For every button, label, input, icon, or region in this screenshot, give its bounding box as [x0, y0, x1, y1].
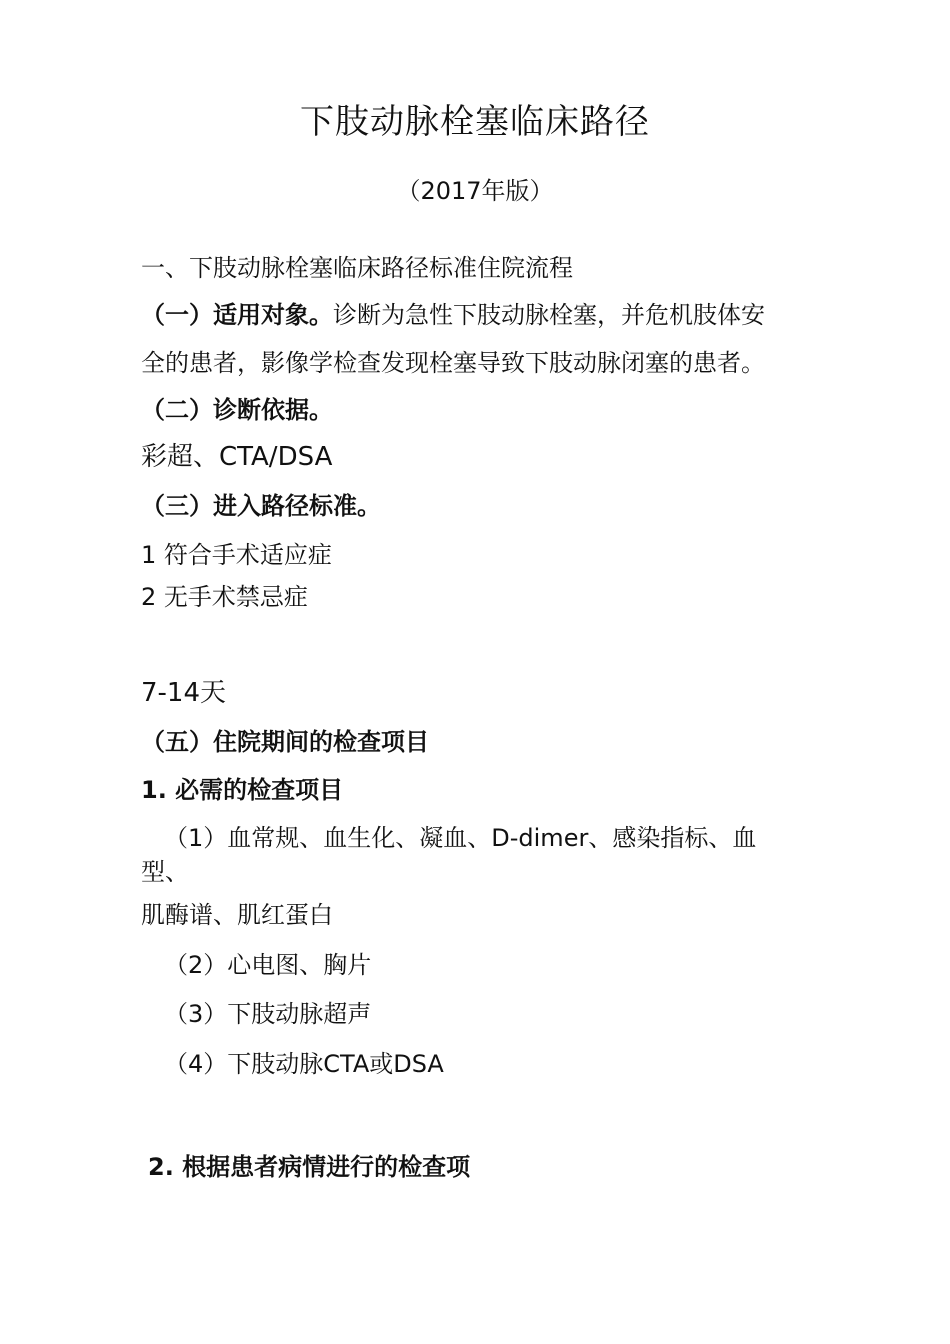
- applicable-objects-paragraph: [141, 299, 765, 331]
- section-one-heading: 一、下肢动脉栓塞临床路径标准住院流程: [141, 254, 573, 282]
- required-exam-item: 肌酶谱、肌红蛋白: [141, 901, 333, 929]
- hospital-stay-days: 7-14天: [141, 678, 227, 708]
- applicable-objects-heading: （一）适用对象。: [141, 301, 333, 329]
- entry-criteria-item: 2 无手术禁忌症: [141, 583, 308, 611]
- document-title: 下肢动脉栓塞临床路径: [300, 102, 650, 142]
- diagnosis-basis-text: 彩超、CTA/DSA: [141, 442, 333, 472]
- required-exam-item: （3）下肢动脉超声: [164, 1000, 372, 1028]
- conditional-exams-heading: 2. 根据患者病情进行的检查项: [148, 1153, 471, 1181]
- document-subtitle: （2017年版）: [396, 177, 554, 205]
- required-exam-item: （2）心电图、胸片: [164, 951, 372, 979]
- required-exam-item: （1）血常规、血生化、凝血、D-dimer、感染指标、血: [164, 824, 757, 852]
- applicable-objects-text: 诊断为急性下肢动脉栓塞，并危机肢体安: [333, 301, 765, 329]
- entry-criteria-item: 1 符合手术适应症: [141, 541, 332, 569]
- entry-criteria-heading: （三）进入路径标准。: [141, 492, 381, 520]
- exam-items-heading: （五）住院期间的检查项目: [141, 728, 429, 756]
- applicable-objects-text-continued: 全的患者，影像学检查发现栓塞导致下肢动脉闭塞的患者。: [141, 349, 765, 377]
- required-exam-item-wrap: 型、: [141, 858, 189, 886]
- required-exams-heading: 1. 必需的检查项目: [141, 776, 344, 804]
- required-exam-item: （4）下肢动脉CTA或DSA: [164, 1050, 444, 1078]
- diagnosis-basis-heading: （二）诊断依据。: [141, 396, 333, 424]
